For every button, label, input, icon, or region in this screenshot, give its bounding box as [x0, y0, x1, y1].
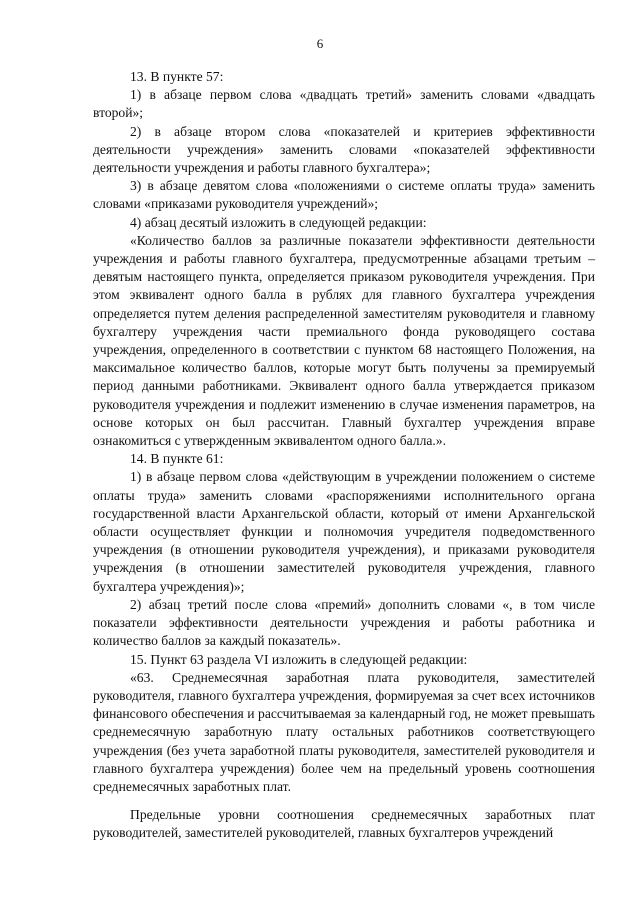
- item-13-quoted-paragraph: «Количество баллов за различные показатели эффективности деятельности учреждения и работы главного бухгалтера, предусмотренные абзацами третьим – девятым настоящего пункта, определяется приказом руководителя учреждения. При этом эквивалент одного балла в рублях для главного бухгалтера учреждения определяется путем деления распределенной заместителям руководителя и главному бухгалтеру учреждения части премиального фонда руководящего состава учреждения, определенного в соответствии с пунктом 68 настоящего Положения, на максимальное количество баллов, которые могут быть получены за премируемый период данными работниками. Эквивалент одного балла утверждается приказом руководителя учреждения и подлежит изменению в случае изменения параметров, на основе которых он был рассчитан. Главный бухгалтер учреждения вправе ознакомиться с утвержденным эквивалентом одного балла.».: [93, 232, 595, 449]
- item-13-sub-2: 2) в абзаце втором слова «показателей и критериев эффективности деятельности учреждения» заменить словами «показателей эффективности деятельности учреждения и работы главного бухгалтера»;: [93, 123, 595, 176]
- page-number: 6: [316, 36, 324, 51]
- item-15-heading: 15. Пункт 63 раздела VI изложить в следующей редакции:: [130, 651, 468, 667]
- item-13-heading: 13. В пункте 57:: [130, 69, 224, 84]
- item-15-continuation: Предельные уровни соотношения среднемесячных заработных плат руководителей, заместителей руководителей, главных бухгалтеров учреждений: [93, 807, 595, 841]
- item-14-sub-1: 1) в абзаце первом слова «действующим в учреждении положением о системе оплаты труда» заменить словами «распоряжениями исполнительного органа государственной власти Архангельской области, который от имени Архангельской области осуществляет функции и полномочия учредителя подведомственного учреждения (в отношении руководителя учреждения), и приказами руководителя учреждения (в отношении заместителей руководителя учреждения, главного бухгалтера учреждения)»;: [93, 469, 595, 594]
- item-13-sub-3: 3) в абзаце девятом слова «положениями о системе оплаты труда» заменить словами «приказами руководителя учреждений»;: [93, 178, 595, 212]
- item-13-sub-1: 1) в абзаце первом слова «двадцать третий» заменить словами «двадцать второй»;: [93, 87, 595, 121]
- document-body: [93, 68, 595, 843]
- item-13-sub-4: 4) абзац десятый изложить в следующей редакции:: [130, 214, 427, 230]
- item-15-quoted-paragraph: «63. Среднемесячная заработная плата руководителя, заместителей руководителя, главного бухгалтера учреждения, формируемая за счет всех источников финансового обеспечения и рассчитываемая за календарный год, не может превышать среднемесячную заработную плату остальных работников соответствующего учреждения (без учета заработной платы руководителя, заместителей руководителя и главного бухгалтера учреждения) более чем на предельный уровень соотношения среднемесячных заработных плат.: [93, 669, 595, 794]
- item-14-sub-2: 2) абзац третий после слова «премий» дополнить словами «, в том числе показатели эффективности деятельности учреждения и работы работника и количество баллов за каждый показатель».: [93, 596, 595, 649]
- item-14-heading: 14. В пункте 61:: [130, 451, 224, 467]
